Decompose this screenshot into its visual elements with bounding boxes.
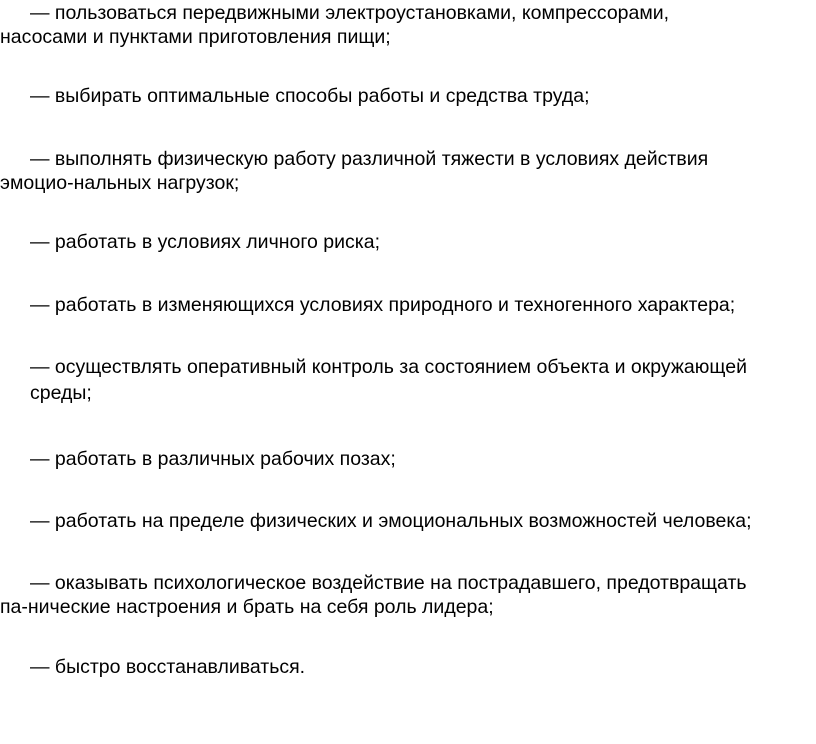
list-item	[0, 231, 816, 255]
list-item-line: па-нические настроения и брать на себя роль лидера;	[0, 595, 494, 618]
list-item	[0, 85, 816, 109]
list-item	[0, 356, 816, 405]
list-item-line: — работать в различных рабочих позах;	[30, 448, 396, 470]
list-item-line: — быстро восстанавливаться.	[30, 656, 306, 678]
list-item	[0, 572, 816, 619]
list-item	[0, 294, 816, 318]
list-item	[0, 448, 816, 472]
list-item-line: насосами и пунктами приготовления пищи;	[0, 25, 391, 48]
list-item-line: — оказывать психологическое воздействие на пострадавшего, предотвращать	[30, 572, 747, 594]
list-item-line: — осуществлять оперативный контроль за состоянием объекта и окружающей	[30, 356, 747, 378]
list-item-line: эмоцио-нальных нагрузок;	[0, 171, 240, 194]
list-item-line: среды;	[30, 381, 92, 404]
list-item-line: — выбирать оптимальные способы работы и средства труда;	[30, 85, 590, 107]
list-item-line: — работать в условиях личного риска;	[30, 231, 381, 253]
list-item	[0, 510, 816, 534]
list-item-line: — работать на пределе физических и эмоциональных возможностей человека;	[30, 510, 752, 532]
list-item	[0, 148, 816, 195]
list-item	[0, 2, 816, 49]
list-item-line: — выполнять физическую работу различной тяжести в условиях действия	[30, 148, 709, 170]
list-item-line: — пользоваться передвижными электроустановками, компрессорами,	[30, 2, 670, 24]
list-item	[0, 656, 816, 680]
list-item-line: — работать в изменяющихся условиях природного и техногенного характера;	[30, 294, 736, 316]
